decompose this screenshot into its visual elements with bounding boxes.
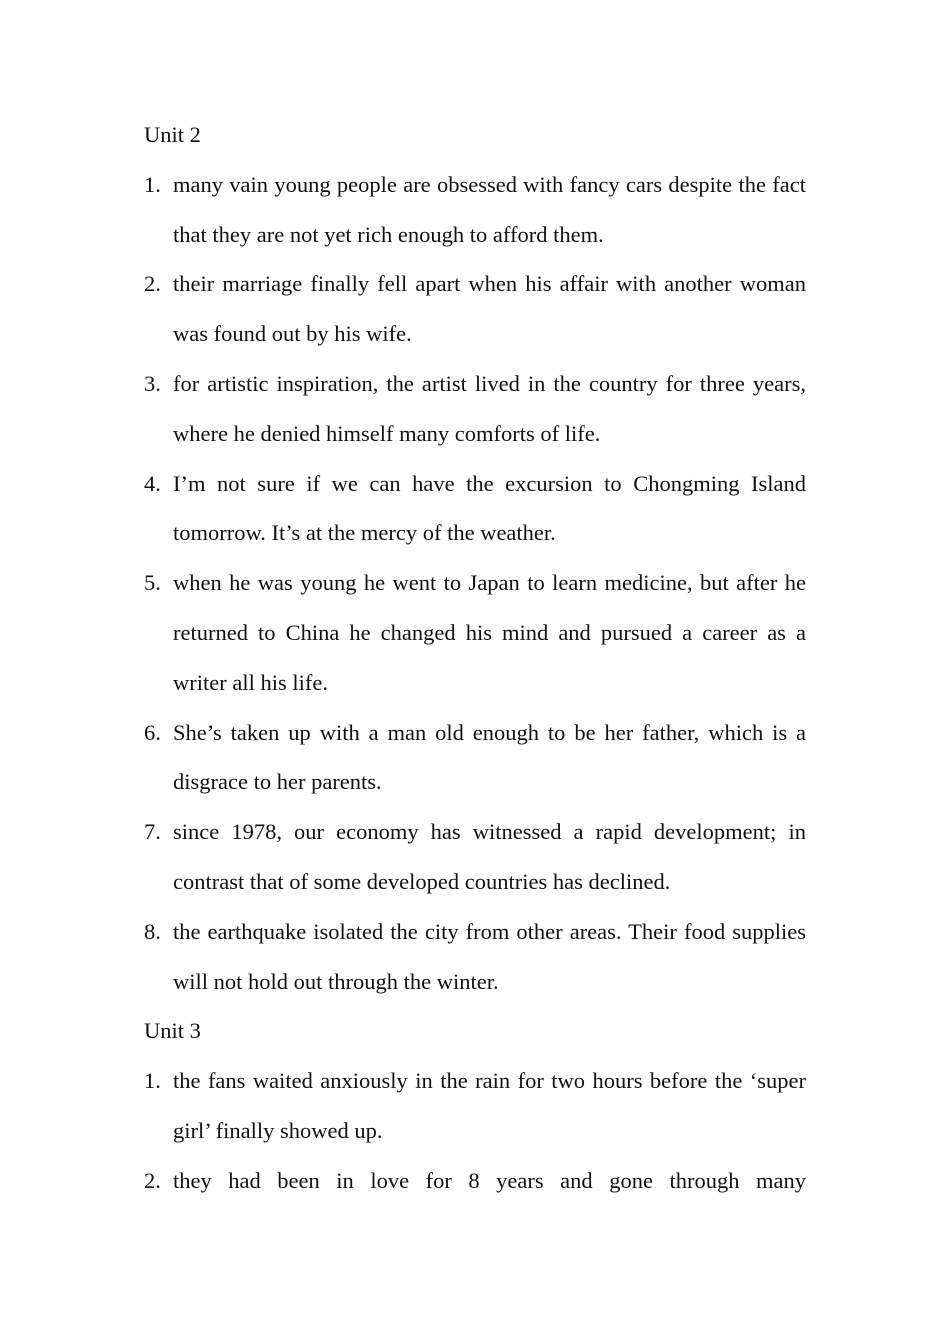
item-number: 7.: [144, 819, 161, 845]
sentence-list: [144, 160, 806, 1007]
list-item: [144, 807, 806, 907]
list-item: [144, 1056, 806, 1156]
item-number: 1.: [144, 171, 161, 197]
list-item: [144, 558, 806, 707]
list-item: [144, 708, 806, 808]
unit-heading: Unit 2: [144, 122, 201, 147]
item-text: since 1978, our economy has witnessed a rapid development; in contrast that of some developed countries has declined.: [173, 819, 806, 894]
item-text: the fans waited anxiously in the rain for two hours before the ‘super girl’ finally showed up.: [173, 1068, 806, 1143]
item-text: She’s taken up with a man old enough to be her father, which is a disgrace to her parents.: [173, 719, 806, 795]
item-text: when he was young he went to Japan to learn medicine, but after he returned to China he changed his mind and pursued a career as a writer all his life.: [173, 570, 806, 695]
item-number: 1.: [144, 1068, 161, 1094]
list-item: [144, 907, 806, 1007]
item-text: I’m not sure if we can have the excursion to Chongming Island tomorrow. It’s at the mercy of the weather.: [173, 470, 806, 546]
item-text: their marriage finally fell apart when his affair with another woman was found out by his wife.: [173, 271, 806, 347]
item-text: many vain young people are obsessed with fancy cars despite the fact that they are not yet rich enough to afford them.: [173, 171, 806, 247]
item-text: the earthquake isolated the city from other areas. Their food supplies will not hold out through the winter.: [173, 918, 806, 994]
item-text: for artistic inspiration, the artist lived in the country for three years, where he denied himself many comforts of life.: [173, 370, 806, 446]
document-page: [144, 110, 806, 1206]
item-text: they had been in love for 8 years and gone through many: [173, 1167, 806, 1193]
item-number: 5.: [144, 570, 161, 596]
unit-heading: Unit 3: [144, 1018, 201, 1044]
list-item: [144, 459, 806, 559]
item-number: 6.: [144, 719, 161, 745]
item-number: 2.: [144, 271, 161, 297]
item-number: 8.: [144, 918, 161, 944]
item-number: 3.: [144, 370, 161, 396]
list-item: [144, 359, 806, 459]
list-item: [144, 1156, 806, 1206]
list-item: [144, 160, 806, 260]
sentence-list: [144, 1056, 806, 1205]
list-item: [144, 259, 806, 359]
item-number: 4.: [144, 470, 161, 496]
item-number: 2.: [144, 1167, 161, 1193]
